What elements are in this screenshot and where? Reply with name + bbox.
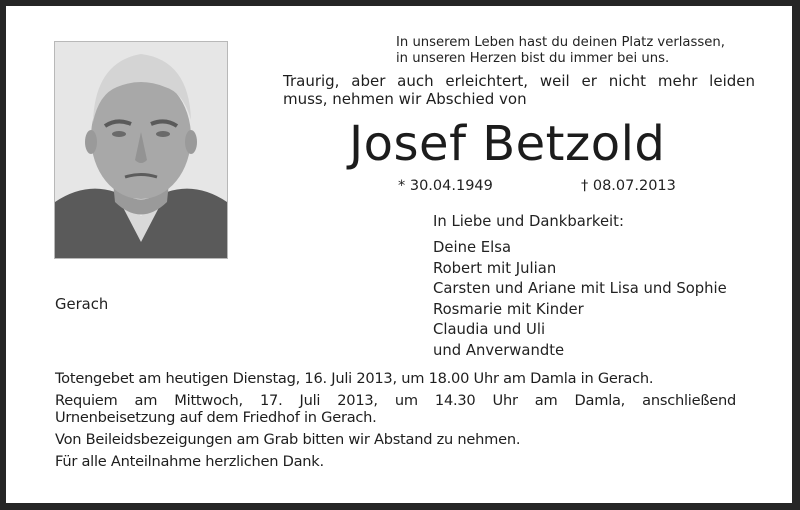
mourner-item: Robert mit Julian bbox=[433, 259, 557, 277]
intro-line-1: Traurig, aber auch erleichtert, weil er nicht mehr leiden bbox=[283, 72, 755, 90]
motto-verse bbox=[396, 35, 725, 67]
portrait-image bbox=[55, 42, 227, 258]
condolence-notice: Von Beileidsbezeigungen am Grab bitten wir Abstand zu nehmen. bbox=[55, 431, 521, 448]
mourner-item: Rosmarie mit Kinder bbox=[433, 300, 584, 318]
intro-line-2: muss, nehmen wir Abschied von bbox=[283, 90, 527, 108]
motto-line-1: In unserem Leben hast du deinen Platz verlassen, bbox=[396, 35, 725, 50]
obituary-notice bbox=[6, 6, 792, 503]
hometown: Gerach bbox=[55, 296, 109, 313]
prayer-notice: Totengebet am heutigen Dienstag, 16. Juli 2013, um 18.00 Uhr am Damla in Gerach. bbox=[55, 370, 654, 387]
mourner-item: Claudia und Uli bbox=[433, 321, 546, 339]
mourners-list bbox=[433, 238, 727, 362]
deceased-name: Josef Betzold bbox=[349, 116, 666, 172]
mourner-item: Deine Elsa bbox=[433, 239, 512, 256]
birth-date: * 30.04.1949 bbox=[398, 178, 493, 194]
portrait-photo bbox=[54, 41, 228, 259]
mourner-item: Carsten und Ariane mit Lisa und Sophie bbox=[433, 280, 727, 298]
service-notices bbox=[55, 370, 736, 470]
death-date: † 08.07.2013 bbox=[581, 178, 676, 194]
requiem-notice-line-2: Urnenbeisetzung auf dem Friedhof in Gerach. bbox=[55, 409, 377, 426]
intro-text bbox=[283, 72, 755, 108]
mourners-heading: In Liebe und Dankbarkeit: bbox=[433, 213, 624, 230]
thanks-notice: Für alle Anteilnahme herzlichen Dank. bbox=[55, 453, 324, 470]
motto-line-2: in unseren Herzen bist du immer bei uns. bbox=[396, 51, 670, 66]
mourner-item: und Anverwandte bbox=[433, 341, 565, 359]
requiem-notice-line-1: Requiem am Mittwoch, 17. Juli 2013, um 14.30 Uhr am Damla, anschließend bbox=[55, 392, 736, 409]
